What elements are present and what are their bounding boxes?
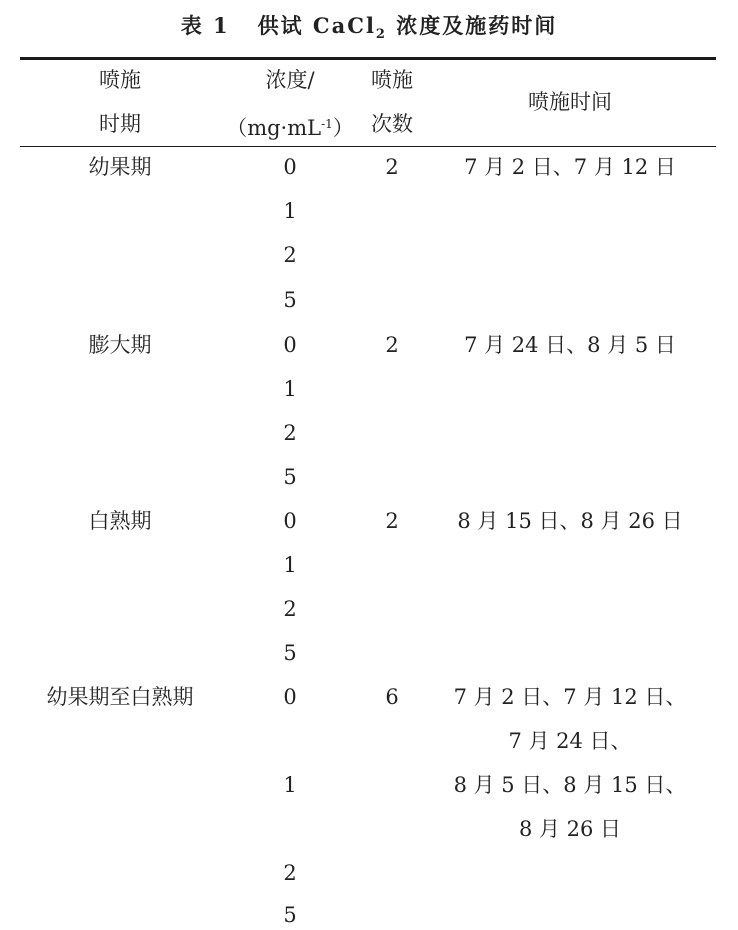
header-count-line1: 喷施 — [371, 68, 413, 92]
concentration-cell: 2 — [283, 421, 297, 445]
time-cell: 8 月 15 日、8 月 26 日 — [457, 509, 683, 533]
header-concentration-line1: 浓度/ — [265, 68, 315, 92]
table-title-rest: 浓度及施药时间 — [386, 13, 558, 38]
concentration-cell: 1 — [283, 199, 297, 223]
count-cell: 2 — [385, 333, 399, 357]
header-concentration-unit: （mg·mL — [226, 116, 322, 140]
concentration-cell: 2 — [283, 243, 297, 267]
header-time: 喷施时间 — [528, 90, 612, 114]
concentration-cell: 1 — [283, 553, 297, 577]
count-cell: 2 — [385, 155, 399, 179]
header-period — [20, 58, 220, 146]
concentration-cell: 5 — [283, 465, 297, 489]
concentration-cell: 5 — [283, 288, 297, 312]
period-cell: 幼果期至白熟期 — [46, 685, 194, 709]
header-concentration-exponent: -1 — [321, 117, 333, 131]
concentration-cell: 0 — [283, 685, 297, 709]
header-concentration-close: ） — [332, 116, 354, 140]
time-cell: 7 月 24 日、8 月 5 日 — [464, 333, 676, 357]
time-cell: 8 月 26 日 — [518, 817, 622, 841]
concentration-cell: 2 — [283, 597, 297, 621]
concentration-cell: 1 — [283, 377, 297, 401]
period-cell: 白熟期 — [88, 509, 152, 533]
header-concentration — [220, 58, 360, 150]
time-cell: 8 月 5 日、8 月 15 日、 — [453, 773, 687, 797]
concentration-cell: 1 — [283, 773, 297, 797]
concentration-cell: 0 — [283, 155, 297, 179]
time-cell: 7 月 2 日、7 月 12 日、 — [453, 685, 687, 709]
header-rule — [20, 146, 716, 147]
header-concentration-line2 — [220, 102, 360, 150]
table-title-subscript: 2 — [375, 27, 387, 43]
concentration-cell: 2 — [283, 861, 297, 885]
header-period-line2: 时期 — [99, 112, 141, 136]
time-cell: 7 月 24 日、 — [508, 729, 632, 753]
header-period-line1: 喷施 — [99, 68, 141, 92]
concentration-cell: 5 — [283, 641, 297, 665]
header-count — [360, 58, 424, 146]
concentration-cell: 0 — [283, 333, 297, 357]
table-number: 表 1 — [180, 13, 230, 38]
header-count-line2: 次数 — [371, 112, 413, 136]
count-cell: 2 — [385, 509, 399, 533]
count-cell: 6 — [385, 685, 399, 709]
concentration-cell: 5 — [283, 903, 297, 927]
table-caption — [0, 10, 738, 42]
table-title: 供试 CaCl — [257, 13, 376, 38]
period-cell: 幼果期 — [88, 155, 152, 179]
concentration-cell: 0 — [283, 509, 297, 533]
period-cell: 膨大期 — [88, 333, 152, 357]
time-cell: 7 月 2 日、7 月 12 日 — [464, 155, 676, 179]
